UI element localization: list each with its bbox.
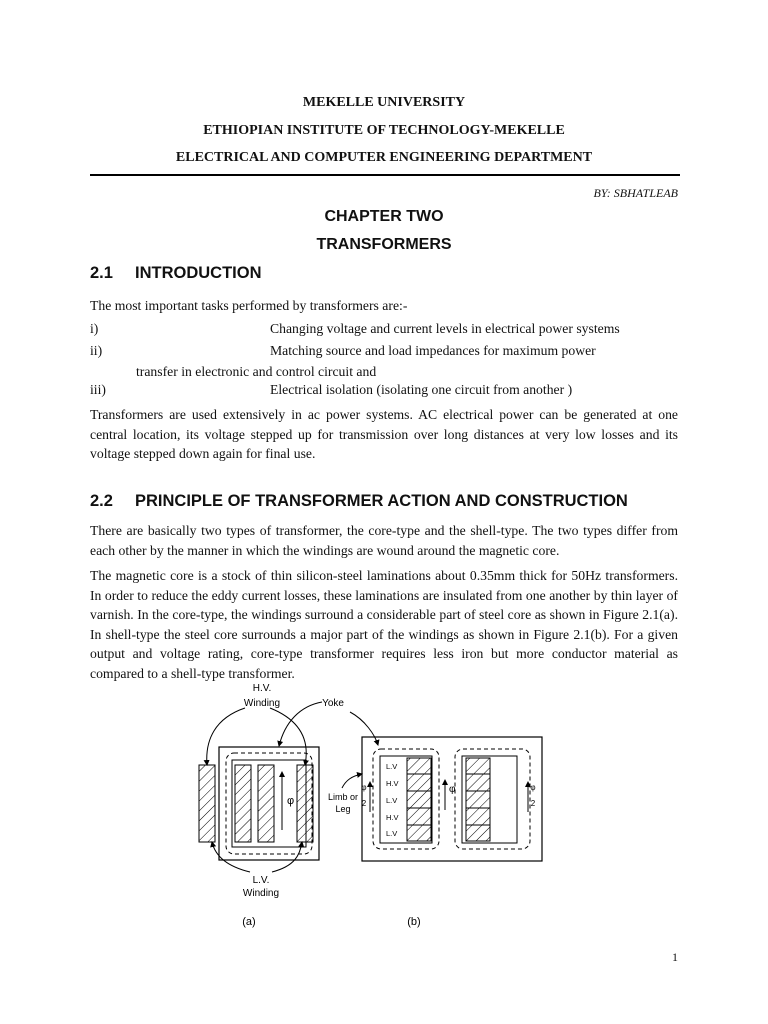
section-title: INTRODUCTION <box>135 264 262 282</box>
principle-paragraph-1: There are basically two types of transformer, the core-type and the shell-type. The two types differ from each other by the manner in which the windings are wound around the magnetic core. <box>90 523 678 558</box>
phi-symbol: φ <box>449 784 456 795</box>
intro-paragraph: Transformers are used extensively in ac power systems. AC electrical power can be generated at one central location, its voltage stepped up for transmission over long distances at very low losses and its voltage stepped down again for final use. <box>90 407 678 461</box>
limb-label: Limb or <box>327 792 359 802</box>
winding-label: H.V <box>386 813 399 822</box>
section-number: 2.2 <box>90 492 113 510</box>
list-item-number: ii) <box>90 343 103 358</box>
author-byline: BY: SBHATLEAB <box>593 186 678 200</box>
winding-label: L.V <box>386 762 398 771</box>
limb-label: Leg <box>335 804 351 814</box>
yoke-label: Yoke <box>322 698 344 709</box>
transformer-figure <box>190 678 550 940</box>
half-phi-den: 2 <box>361 799 367 808</box>
hv-pointer <box>207 708 245 765</box>
department-name: ELECTRICAL AND COMPUTER ENGINEERING DEPARTMENT <box>175 150 593 165</box>
intro-lead: The most important tasks performed by transformers are:- <box>90 298 408 313</box>
institute-name: ETHIOPIAN INSTITUTE OF TECHNOLOGY-MEKELLE <box>203 123 565 138</box>
yoke-pointer <box>350 712 378 745</box>
half-phi-den: 2 <box>530 799 536 808</box>
inner-winding-left <box>235 765 251 842</box>
hv-label: Winding <box>243 698 281 709</box>
winding-label: L.V <box>386 796 398 805</box>
list-item-number: i) <box>90 321 99 336</box>
lv-label: L.V. <box>252 875 270 886</box>
limb-pointer <box>342 774 362 788</box>
section-title: PRINCIPLE OF TRANSFORMER ACTION AND CONSTRUCTION <box>135 492 628 510</box>
section-heading-introduction <box>90 264 262 283</box>
list-item-text: Matching source and load impedances for maximum power <box>270 343 596 358</box>
outer-winding-left <box>199 765 215 842</box>
section-number: 2.1 <box>90 264 113 282</box>
chapter-number: CHAPTER TWO <box>324 208 444 225</box>
half-phi-num: φ <box>361 783 367 792</box>
half-phi-num: φ <box>530 783 536 792</box>
shell-winding-stack-left <box>407 758 431 841</box>
hv-pointer <box>270 708 306 765</box>
list-item-text: Electrical isolation (isolating one circuit from another ) <box>270 382 573 397</box>
winding-label: H.V <box>386 779 399 788</box>
core-type-diagram <box>199 683 378 928</box>
lv-label: Winding <box>242 888 280 899</box>
inner-winding-right <box>258 765 274 842</box>
page-number: 1 <box>672 950 678 964</box>
list-item-continuation: transfer in electronic and control circuit and <box>136 364 377 379</box>
university-name: MEKELLE UNIVERSITY <box>302 95 466 110</box>
principle-paragraph-2: The magnetic core is a stock of thin silicon-steel laminations about 0.35mm thick for 50Hz transformers. In order to reduce the eddy current losses, these laminations are insulated from one another by thin layer of varnish. In the core-type, the windings surround a considerable part of steel core as shown in Figure 2.1(a). In shell-type the steel core surrounds a major part of the windings as shown in Figure 2.1(b). For a given output and voltage rating, core-type transformer requires less iron but more conductor material as compared to a shell-type transformer. <box>90 568 678 681</box>
phi-symbol: φ <box>287 795 295 807</box>
hv-label: H.V. <box>252 683 272 694</box>
shell-winding-stack-right <box>466 758 490 841</box>
section-heading-principle <box>90 492 628 511</box>
caption-b: (b) <box>407 916 421 928</box>
yoke-pointer <box>279 702 322 746</box>
list-item <box>90 340 678 382</box>
winding-label: L.V <box>386 829 398 838</box>
header-rule <box>90 174 680 176</box>
chapter-title: TRANSFORMERS <box>316 236 452 253</box>
shell-type-diagram <box>328 737 542 928</box>
list-item-text: Changing voltage and current levels in electrical power systems <box>270 321 620 336</box>
caption-a: (a) <box>242 916 256 928</box>
outer-winding-right <box>297 765 313 842</box>
list-item-number: iii) <box>90 382 106 397</box>
